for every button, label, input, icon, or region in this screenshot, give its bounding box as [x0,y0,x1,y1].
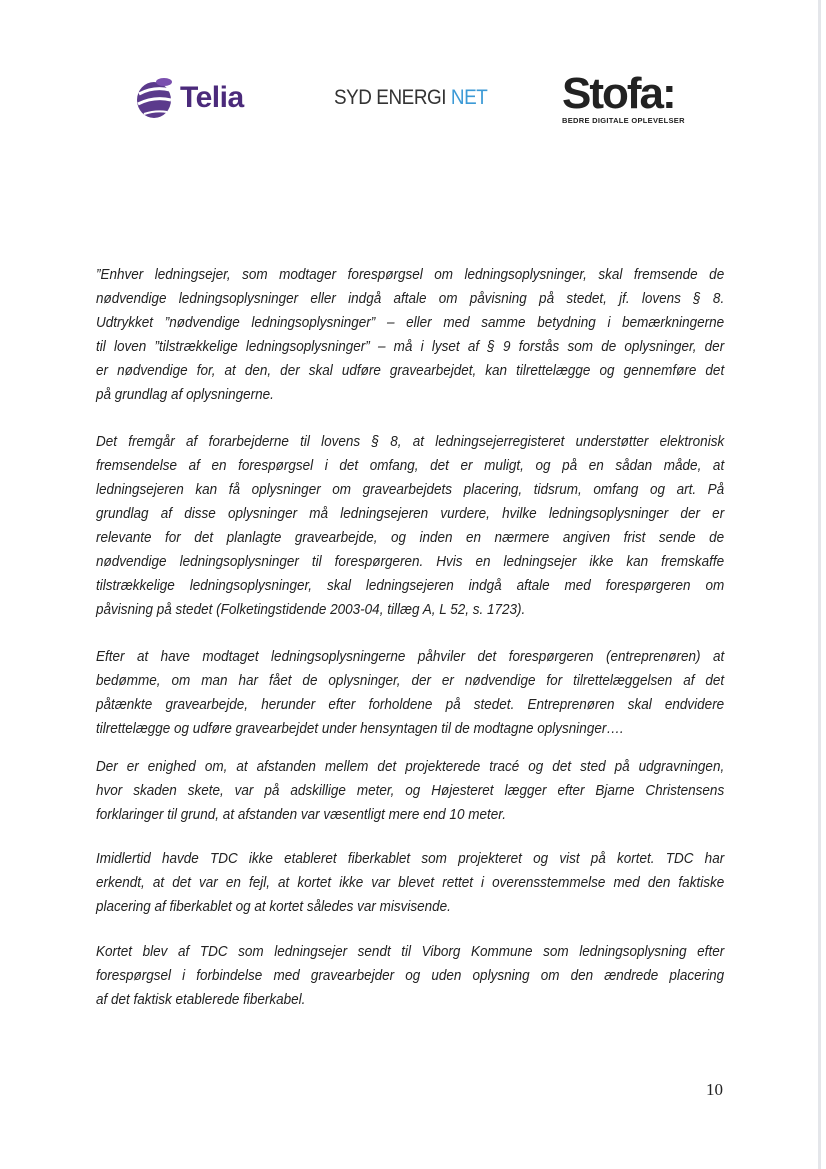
text-line: forklaringer til grund, at afstanden var væsentligt mere end 10 meter. [96,806,506,823]
text-line: fremsendelse af en forespørgsel i det omfang, det er muligt, og på en sådan måde, at [96,457,725,474]
text-line: forespørgsel i forbindelse med gravearbejder og uden oplysning om den ændrede placering [96,967,725,984]
text-line: påtænkte gravearbejde, herunder efter forholdene på stedet. Entreprenøren skal endvidere [96,696,725,713]
paragraph [96,755,794,827]
syd-energi-wordmark: SYD ENERGI [334,86,447,109]
telia-logo [134,76,244,120]
text-line: erkendt, at det var en fejl, at kortet ikke var blevet rettet i overensstemmelse med den faktiske [96,874,725,891]
paragraph [96,263,794,407]
text-line: er nødvendige for, at den, der skal udføre gravearbejdet, kan tilrettelægge og gennemføre det [96,362,725,379]
text-line: grundlag af disse oplysninger må ledningsejeren vurdere, hvilke ledningsoplysninger der er [96,505,725,522]
syd-energi-net: NET [450,86,488,109]
text-line: hvor skaden skete, var på adskillige meter, og Højesteret lægger efter Bjarne Christensens [96,782,725,799]
text-line: relevante for det planlagte gravearbejde, og inden en nærmere angiven frist sende de [96,529,725,546]
text-line: Efter at have modtaget ledningsoplysningerne påhviler det forespørgeren (entreprenøren) at [96,648,725,665]
page-number: 10 [706,1080,723,1099]
logo-header [0,69,826,142]
text-line: ledningsejeren kan få oplysninger om gravearbejdets placering, tidsrum, omfang og art. På [96,481,725,498]
text-line: nødvendige ledningsoplysninger til forespørgeren. Hvis en ledningsejer ikke kan fremskaffe [96,553,725,570]
text-line: til loven ”tilstrækkelige ledningsoplysninger” – må i lyset af § 9 forstås som de oplysninger, der [96,338,725,355]
page-edge [818,0,821,1169]
text-line: tilrettelægge og udføre gravearbejdet under hensyntagen til de modtagne oplysninger…. [96,720,624,737]
paragraph [96,430,794,622]
stofa-logo [562,69,685,125]
paragraph [96,645,794,741]
text-line: af det faktisk etablerede fiberkabel. [96,991,306,1008]
text-line: nødvendige ledningsoplysninger eller indgå aftale om påvisning på stedet, jf. lovens § 8. [96,290,725,307]
telia-wordmark: Telia [180,81,244,114]
text-line: bedømme, om man har fået de oplysninger, der er nødvendige for tilrettelæggelsen af det [96,672,725,689]
text-line: på grundlag af oplysningerne. [96,386,274,403]
stofa-wordmark: Stofa: [562,69,675,118]
telia-sphere-icon [134,76,174,120]
text-line: Der er enighed om, at afstanden mellem det projekterede tracé og det sted på udgravningen, [96,758,725,775]
text-line: Kortet blev af TDC som ledningsejer sendt til Viborg Kommune som ledningsoplysning efter [96,943,725,960]
syd-energi-logo [334,86,487,110]
paragraph [96,847,794,919]
text-line: Imidlertid havde TDC ikke etableret fiberkablet som projekteret og vist på kortet. TDC har [96,850,725,867]
text-line: tilstrækkelige ledningsoplysninger, skal ledningsejeren indgå aftale med forespørgeren om [96,577,725,594]
text-line: placering af fiberkablet og at kortet således var misvisende. [96,898,451,915]
text-line: Udtrykket ”nødvendige ledningsoplysninger” – eller med samme betydning i bemærkningerne [96,314,725,331]
paragraph [96,940,794,1012]
text-line: påvisning på stedet (Folketingstidende 2003-04, tillæg A, L 52, s. 1723). [96,601,526,618]
stofa-tagline: BEDRE DIGITALE OPLEVELSER [562,116,685,125]
text-line: Det fremgår af forarbejderne til lovens § 8, at ledningsejerregisteret understøtter elektronisk [96,433,725,450]
text-line: ”Enhver ledningsejer, som modtager forespørgsel om ledningsoplysninger, skal fremsende de [96,266,725,283]
